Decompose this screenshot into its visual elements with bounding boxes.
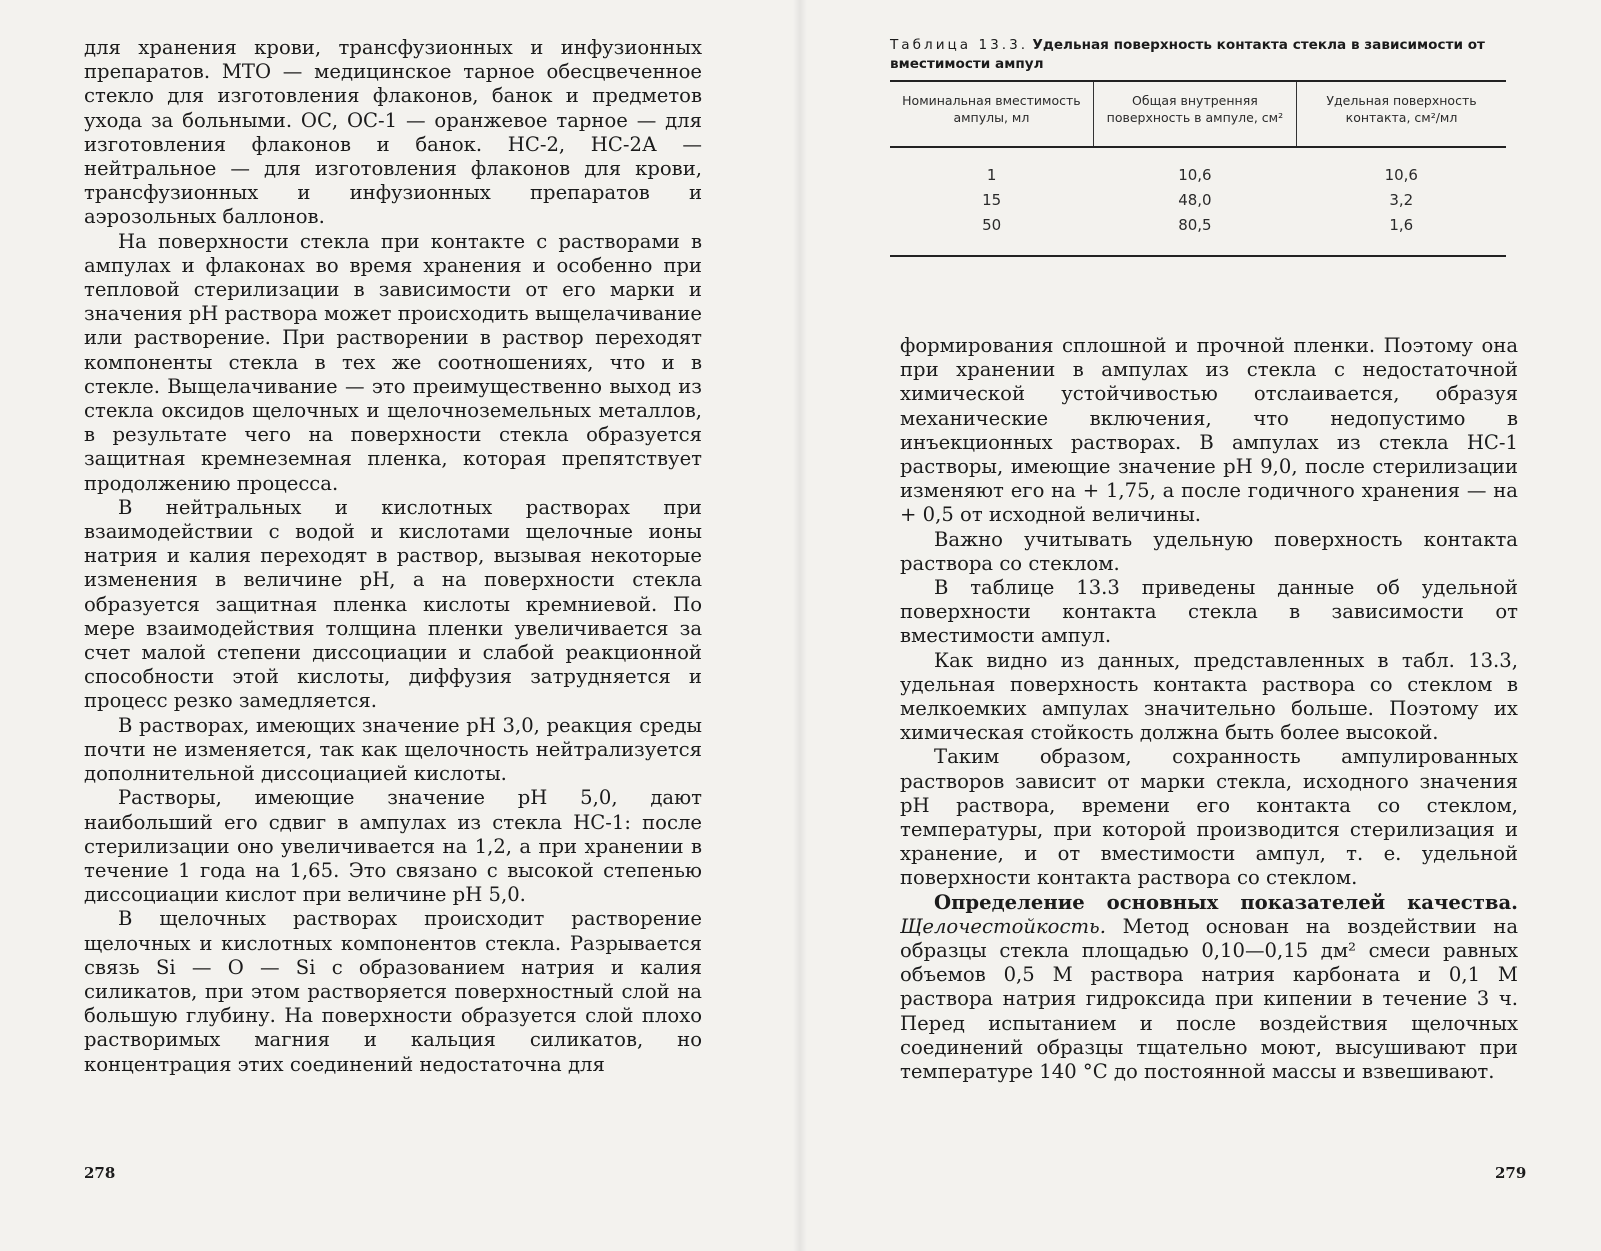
section-paragraph [900, 891, 1518, 1085]
right-page [800, 0, 1601, 1251]
paragraph: В таблице 13.3 приведены данные об удельной поверхности контакта стекла в зависимости от вместимости ампул. [900, 576, 1518, 648]
column-header: Номинальная вместимость ампулы, мл [890, 81, 1093, 147]
table-row [890, 212, 1506, 256]
capacity-table [890, 80, 1506, 257]
left-text-column [84, 36, 702, 1077]
paragraph: В нейтральных и кислотных растворах при взаимодействии с водой и кислотами щелочные ионы натрия и калия переходят в раствор, вызывая некоторые изменения в величине pH, а на поверхности стекла образуется защитная пленка кислоты кремниевой. По мере взаимодействия толщина пленки увеличивается за счет малой степени диссоциации и слабой реакционной способности этой кислоты, диффузия затрудняется и процесс резко замедляется. [84, 495, 702, 713]
table-cell: 10,6 [1384, 165, 1418, 184]
section-text: Метод основан на воздействии на образцы стекла площадью 0,10—0,15 дм² смеси равных объемов 0,5 М раствора натрия карбоната и 0,1 М раствора натрия гидроксида при кипении в течение 3 ч. Перед испытанием и после воздействия щелочных соединений образцы тщательно моют, высушивают при температуре 140 °С до постоянной массы и взвешивают. [900, 914, 1518, 1084]
table-title: Удельная поверхность контакта стекла в зависимости от вместимости ампул [890, 37, 1485, 72]
paragraph: В растворах, имеющих значение pH 3,0, реакция среды почти не изменяется, так как щелочность нейтрализуется дополнительной диссоциацией кислоты. [84, 713, 702, 786]
table-row [890, 187, 1506, 212]
table-caption [890, 36, 1510, 74]
table-cell: 15 [982, 190, 1002, 209]
page-number-left: 278 [84, 1164, 116, 1182]
paragraph: Таким образом, сохранность ампулированных растворов зависит от марки стекла, исходного значения pH раствора, времени его контакта со стеклом, температуры, при которой производится стерилизация и хранение, и от вместимости ампул, т. е. удельной поверхности контакта раствора со стеклом. [900, 745, 1518, 890]
table-row [890, 147, 1506, 187]
column-header: Удельная поверхность контакта, см²/мл [1297, 81, 1506, 147]
table-cell: 80,5 [1093, 212, 1296, 256]
table-cell: 1 [986, 165, 997, 184]
paragraph: На поверхности стекла при контакте с растворами в ампулах и флаконах во время хранения и особенно при тепловой стерилизации в зависимости от его марки и значения pH раствора может происходить выщелачивание или растворение. При растворении в раствор переходят компоненты стекла в тех же соотношениях, что и в стекле. Выщелачивание — это преимущественно выход из стекла оксидов щелочных и щелочноземельных металлов, в результате чего на поверхности стекла образуется защитная кремнеземная пленка, которая препятствует продолжению процесса. [84, 229, 702, 495]
paragraph: Важно учитывать удельную поверхность контакта раствора со стеклом. [900, 527, 1518, 575]
paragraph: В щелочных растворах происходит растворение щелочных и кислотных компонентов стекла. Разрывается связь Si — O — Si с образованием натрия и калия силикатов, при этом растворяется поверхностный слой на большую глубину. На поверхности образуется слой плохо растворимых магния и кальция силикатов, но концентрация этих соединений недостаточна для [84, 907, 702, 1076]
table-cell: 10,6 [1178, 165, 1212, 184]
paragraph: Как видно из данных, представленных в табл. 13.3, удельная поверхность контакта раствора со стеклом в мелкоемких ампулах значительно больше. Поэтому их химическая стойкость должна быть более высокой. [900, 648, 1518, 745]
table-cell: 50 [890, 212, 1093, 256]
table-cell: 3,2 [1389, 190, 1414, 209]
table-label: Таблица 13.3. [890, 37, 1029, 53]
right-text-column [900, 334, 1518, 1084]
left-page [0, 0, 800, 1251]
paragraph: Растворы, имеющие значение pH 5,0, дают наибольший его сдвиг в ампулах из стекла НС-1: после стерилизации оно увеличивается на 1,2, а при хранении в течение 1 года на 1,65. Это связано с высокой степенью диссоциации кислот при величине pH 5,0. [84, 786, 702, 907]
section-heading: Определение основных показателей качества. [934, 890, 1518, 914]
paragraph: для хранения крови, трансфузионных и инфузионных препаратов. МТО — медицинское тарное обесцвеченное стекло для изготовления флаконов, банок и предметов ухода за больными. ОС, ОС-1 — оранжевое тарное — для изготовления флаконов и банок. НС-2, НС-2А — нейтральное — для изготовления флаконов для крови, трансфузионных и инфузионных препаратов и аэрозольных баллонов. [84, 36, 702, 229]
table-cell: 48,0 [1178, 190, 1212, 209]
table-cell: 1,6 [1297, 212, 1506, 256]
section-term: Щелочестойкость. [900, 914, 1106, 938]
table-header-row [890, 81, 1506, 147]
paragraph: формирования сплошной и прочной пленки. Поэтому она при хранении в ампулах из стекла с недостаточной химической устойчивостью отслаивается, образуя механические включения, что недопустимо в инъекционных растворах. В ампулах из стекла НС-1 растворы, имеющие значение pH 9,0, после стерилизации изменяют его на + 1,75, а после годичного хранения — на + 0,5 от исходной величины. [900, 334, 1518, 527]
column-header: Общая внутренняя поверхность в ампуле, см² [1093, 81, 1296, 147]
page-number-right: 279 [1495, 1164, 1527, 1182]
